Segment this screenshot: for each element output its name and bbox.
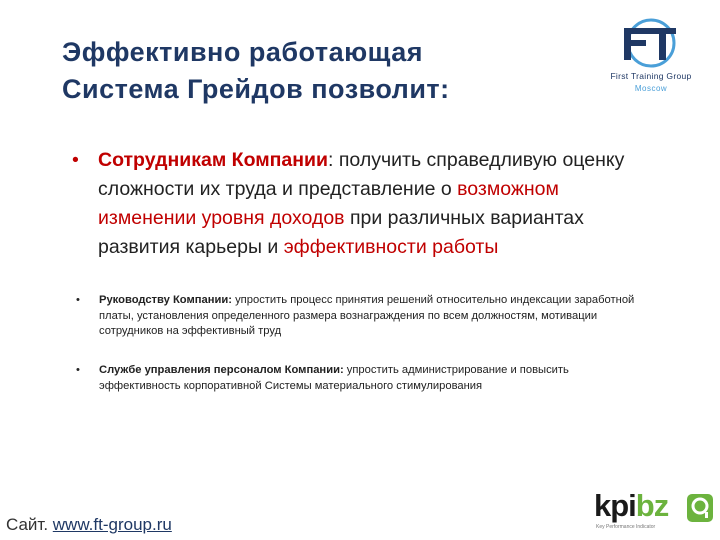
bullet-text: при различных вариантах развития карьеры и (98, 207, 584, 258)
bullet-lead: Руководству Компании: (99, 294, 232, 306)
bullet-hr-service (76, 363, 636, 394)
bullet-dot: • (76, 294, 80, 306)
bullet-text: получить справедливую оценку сложности их труда и представление о (98, 149, 625, 200)
bullet-lead: Сотрудникам Компании (98, 149, 329, 171)
bullet-highlight-income: возможном изменении уровня доходов (98, 178, 559, 229)
first-training-group-logo (596, 14, 706, 98)
kpi-bz-logo (594, 488, 716, 534)
bullet-dot: • (76, 364, 80, 376)
footer-label: Сайт. (6, 515, 53, 534)
logo-city: Moscow (634, 84, 668, 93)
kpi-word: kpi (594, 488, 636, 523)
kpi-wordmark (594, 488, 668, 524)
footer-site (6, 515, 172, 535)
bullet-dot: • (72, 149, 79, 171)
bullet-highlight-efficiency: эффективности работы (283, 236, 499, 258)
ft-monogram-icon (596, 14, 706, 72)
bullet-management (76, 293, 636, 340)
bullet-text: упростить администрирование и повысить эффективность корпоративной Системы материального стимулирования (99, 364, 569, 392)
title-line-1: Эффективно работающая (62, 37, 424, 67)
kpi-badge-icon (686, 493, 714, 523)
title-line-2: Система Грейдов позволит: (62, 74, 450, 104)
kpi-tagline: Key Performance Indicator (596, 524, 656, 530)
bullet-text: упростить процесс принятия решений относительно индексации заработной платы, установления определенного размера вознаграждения по всем должностям, мотивации сотрудников на эффективный труд (99, 294, 635, 337)
website-link[interactable]: www.ft-group.ru (52, 515, 172, 534)
bullet-colon: : (328, 149, 334, 171)
bullet-lead: Службе управления персоналом Компании: (99, 364, 344, 376)
bullet-employees (72, 146, 652, 262)
logo-company-name: First Training Group (610, 71, 692, 81)
bz-word: bz (635, 488, 669, 523)
slide-title (62, 34, 532, 108)
